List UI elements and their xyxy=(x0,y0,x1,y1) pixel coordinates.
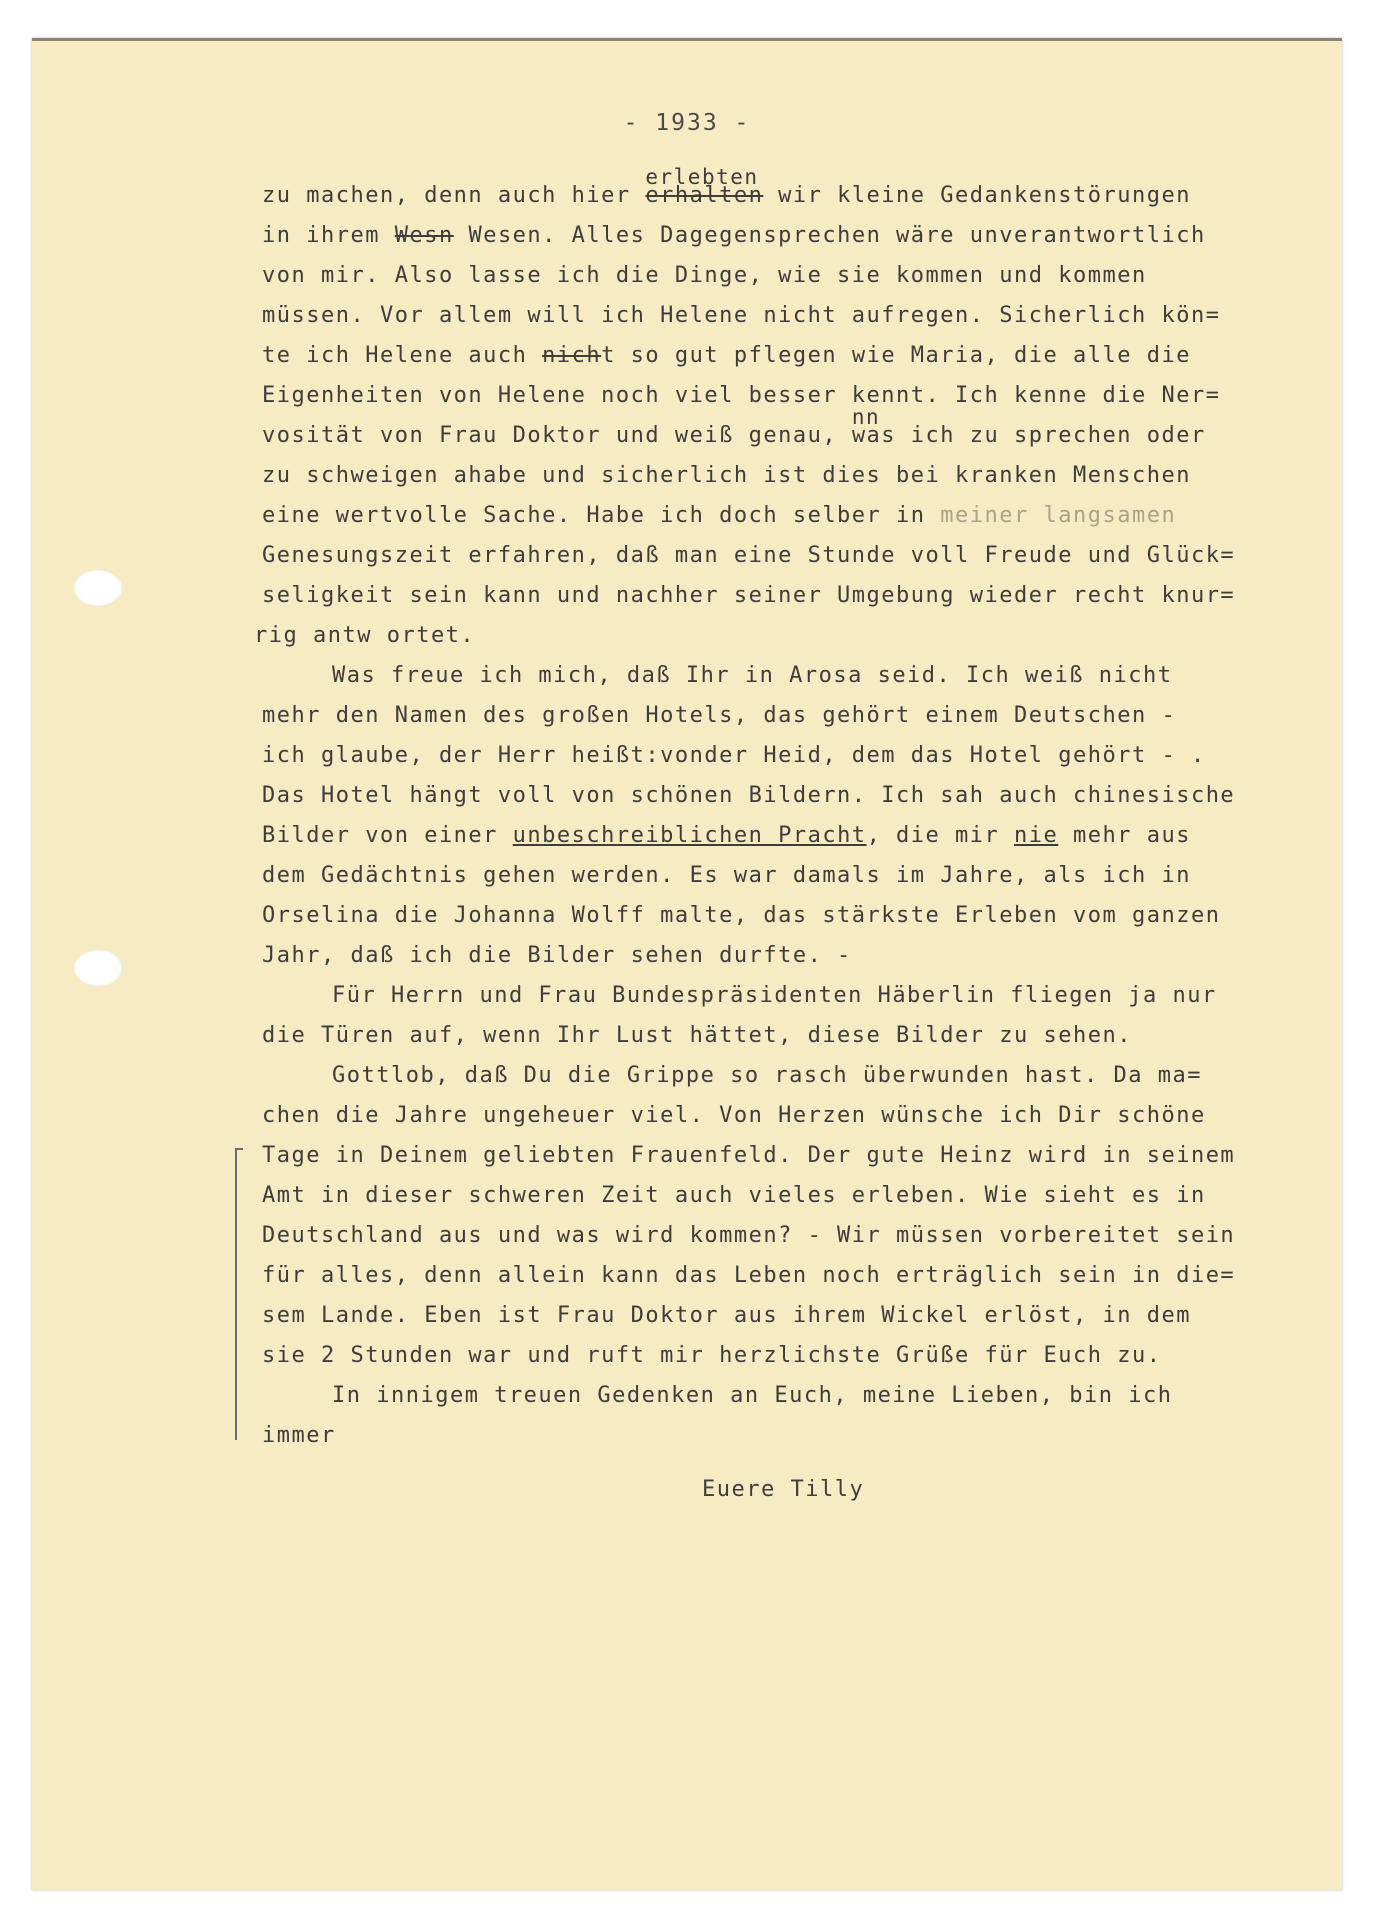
text-segment: Das Hotel hängt voll von schönen Bildern. Ich sah auch chinesische xyxy=(262,783,1236,808)
text-segment: Deutschland aus und was wird kommen? - Wir müssen vorbereitet sein xyxy=(262,1223,1236,1248)
text-line xyxy=(262,656,1342,696)
text-segment: Orselina die Johanna Wolff malte, das stärkste Erleben vom ganzen xyxy=(262,903,1221,928)
text-segment: Amt in dieser schweren Zeit auch vieles erleben. Wie sieht es in xyxy=(262,1183,1206,1208)
text-segment: sem Lande. Eben ist Frau Doktor aus ihrem Wickel erlöst, in dem xyxy=(262,1303,1191,1328)
text-line xyxy=(254,616,1342,656)
text-line xyxy=(262,1096,1342,1136)
text-segment: die Türen auf, wenn Ihr Lust hättet, diese Bilder zu sehen. xyxy=(262,1023,1132,1048)
text-line xyxy=(262,736,1342,776)
text-segment: rig antw ortet. xyxy=(254,623,476,648)
text-segment: te ich Helene auch xyxy=(262,343,543,368)
text-segment: müssen. Vor allem will ich Helene nicht aufregen. Sicherlich kön= xyxy=(262,303,1221,328)
text-line xyxy=(262,576,1342,616)
interlinear-correction: nn xyxy=(851,405,881,429)
text-line xyxy=(262,216,1342,256)
text-segment: mehr aus xyxy=(1058,823,1191,848)
text-segment: meiner langsamen xyxy=(940,503,1177,528)
sheet-top-edge xyxy=(32,38,1342,41)
text-line xyxy=(262,856,1342,896)
text-segment: Eigenheiten von Helene noch viel besser kennt. Ich kenne die Ner= xyxy=(262,383,1221,408)
text-segment: Jahr, daß ich die Bilder sehen durfte. - xyxy=(262,943,852,968)
text-segment: wir kleine Gedankenstörungen xyxy=(763,183,1191,208)
text-segment: In innigem treuen Gedenken an Euch, meine Lieben, bin ich xyxy=(332,1383,1173,1408)
text-line xyxy=(262,1176,1342,1216)
text-segment: , die mir xyxy=(866,823,1015,848)
signature: Euere Tilly xyxy=(702,1477,865,1502)
text-segment: Für Herrn und Frau Bundespräsidenten Häberlin fliegen ja nur xyxy=(332,983,1217,1008)
text-line xyxy=(262,456,1342,496)
text-segment: chen die Jahre ungeheuer viel. Von Herzen wünsche ich Dir schöne xyxy=(262,1103,1206,1128)
text-segment: seligkeit sein kann und nachher seiner Umgebung wieder recht knur= xyxy=(262,583,1236,608)
text-line xyxy=(262,1336,1342,1376)
text-line xyxy=(262,1256,1342,1296)
text-segment: Genesungszeit erfahren, daß man eine Stunde voll Freude und Glück= xyxy=(262,543,1236,568)
text-line xyxy=(262,336,1342,376)
text-line xyxy=(262,896,1342,936)
letter-body xyxy=(254,165,1342,1510)
text-line xyxy=(262,816,1342,856)
text-segment: Was freue ich mich, daß Ihr in Arosa seid. Ich weiß nicht xyxy=(332,663,1173,688)
struck-word: Wesn xyxy=(394,223,454,248)
text-line xyxy=(262,1056,1342,1096)
interlinear-correction: erlebten xyxy=(645,165,759,189)
struck-word: nich xyxy=(542,343,602,368)
text-line xyxy=(262,1376,1342,1416)
correction-word: was nn xyxy=(852,423,896,448)
text-segment: dem Gedächtnis gehen werden. Es war damals im Jahre, als ich in xyxy=(262,863,1191,888)
text-line xyxy=(262,496,1342,536)
text-segment: t so gut pflegen wie Maria, die alle die xyxy=(601,343,1191,368)
underlined-phrase: unbeschreiblichen Pracht xyxy=(512,823,867,848)
underlined-phrase: nie xyxy=(1014,823,1059,848)
punch-hole-lower xyxy=(74,950,122,986)
text-line xyxy=(262,1216,1342,1256)
text-line xyxy=(262,256,1342,296)
text-segment: Tage in Deinem geliebten Frauenfeld. Der gute Heinz wird in seinem xyxy=(262,1143,1236,1168)
text-segment: mehr den Namen des großen Hotels, das gehört einem Deutschen - xyxy=(262,703,1177,728)
text-segment: in ihrem xyxy=(262,223,395,248)
punch-hole-upper xyxy=(74,570,122,606)
text-line xyxy=(262,296,1342,336)
text-segment: Wesen. Alles Dagegensprechen wäre unverantwortlich xyxy=(453,223,1206,248)
text-segment: vosität von Frau Doktor und weiß genau, xyxy=(262,423,852,448)
text-segment: von mir. Also lasse ich die Dinge, wie sie kommen und kommen xyxy=(262,263,1147,288)
text-segment: ich zu sprechen oder xyxy=(896,423,1206,448)
correction-word: erhalten erlebten xyxy=(645,183,763,208)
text-segment: Gottlob, daß Du die Grippe so rasch überwunden hast. Da ma= xyxy=(332,1063,1202,1088)
text-segment: für alles, denn allein kann das Leben noch erträglich sein in die= xyxy=(262,1263,1236,1288)
text-segment: ich glaube, der Herr heißt:vonder Heid, dem das Hotel gehört - . xyxy=(262,743,1206,768)
text-segment: eine wertvolle Sache. Habe ich doch selber in xyxy=(262,503,941,528)
text-line xyxy=(262,976,1342,1016)
text-segment: immer xyxy=(262,1423,336,1448)
text-segment: sie 2 Stunden war und ruft mir herzlichste Grüße für Euch zu. xyxy=(262,1343,1162,1368)
text-line xyxy=(262,936,1342,976)
text-line xyxy=(262,1416,1342,1456)
paper-sheet xyxy=(32,38,1342,1890)
text-line xyxy=(262,1296,1342,1336)
page-number: - 1933 - xyxy=(623,110,751,136)
text-line xyxy=(262,376,1342,416)
text-segment: zu machen, denn auch hier xyxy=(262,183,646,208)
margin-bracket-mark xyxy=(235,1150,243,1440)
text-segment: Bilder von einer xyxy=(262,823,513,848)
text-line xyxy=(262,1136,1342,1176)
text-line xyxy=(262,536,1342,576)
text-line xyxy=(262,776,1342,816)
text-line xyxy=(262,405,1342,456)
text-line xyxy=(262,696,1342,736)
text-line xyxy=(262,1016,1342,1056)
text-line xyxy=(262,165,1342,216)
text-segment: zu schweigen ahabe und sicherlich ist dies bei kranken Menschen xyxy=(262,463,1191,488)
